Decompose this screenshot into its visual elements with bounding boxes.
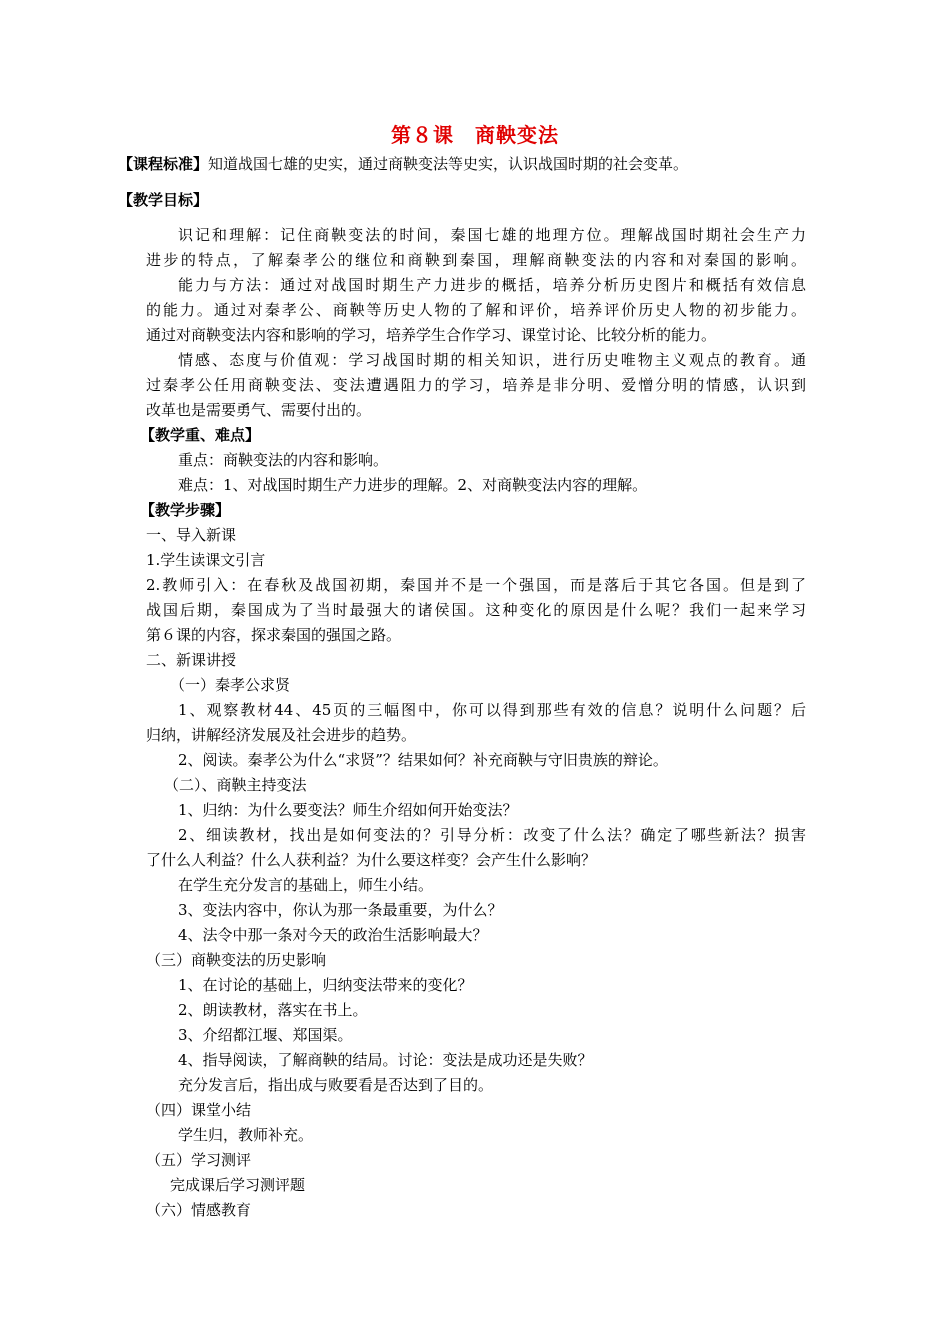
- section-new-lesson: 二、新课讲授: [146, 651, 237, 669]
- part2-item4: 4、法令中那一条对今天的政治生活影响最大？: [178, 926, 488, 944]
- teacher-intro-line1: 2.教师引入：在春秋及战国初期，秦国并不是一个强国，而是落后于其它各国。但是到了: [146, 576, 806, 594]
- course-standard: [118, 152, 688, 177]
- steps-heading: 【教学步骤】: [140, 501, 231, 519]
- teacher-intro-line2: 战国后期，秦国成为了当时最强大的诸侯国。这种变化的原因是什么呢？我们一起来学习: [146, 601, 806, 619]
- part4-item: 学生归，教师补充。: [178, 1126, 314, 1144]
- goal2-line3: 通过对商鞅变法内容和影响的学习，培养学生合作学习、课堂讨论、比较分析的能力。: [146, 326, 717, 344]
- goal1-line1: 识记和理解：记住商鞅变法的时间，秦国七雄的地理方位。理解战国时期社会生产力: [178, 226, 806, 244]
- part5-item: 完成课后学习测评题: [170, 1176, 306, 1194]
- lesson-title: 第８课 商鞅变法: [391, 123, 559, 147]
- part3-item1: 1、在讨论的基础上，归纳变法带来的变化？: [178, 976, 473, 994]
- goal3-line2: 过秦孝公任用商鞅变法、变法遭遇阻力的学习，培养是非分明、爱憎分明的情感，认识到: [146, 376, 806, 394]
- part2-item1: 1、归纳：为什么要变法？师生介绍如何开始变法？: [178, 801, 518, 819]
- part1-item1-line2: 归纳，讲解经济发展及社会进步的趋势。: [146, 726, 417, 744]
- part1-item1-line1: 1、观察教材44、45页的三幅图中，你可以得到那些有效的信息？说明什么问题？后: [178, 701, 806, 719]
- part3-conclusion: 充分发言后，指出成与败要看是否达到了目的。: [178, 1076, 494, 1094]
- part2-item3: 3、变法内容中，你认为那一条最重要，为什么？: [178, 901, 503, 919]
- key-points-heading: 【教学重、难点】: [140, 426, 261, 444]
- goal3-line3: 改革也是需要勇气、需要付出的。: [146, 401, 372, 419]
- step-read-intro: 1.学生读课文引言: [146, 551, 266, 569]
- part5-heading: （五）学习测评: [146, 1151, 252, 1169]
- part3-heading: （三）商鞅变法的历史影响: [146, 951, 327, 969]
- part3-item4: 4、指导阅读，了解商鞅的结局。讨论：变法是成功还是失败？: [178, 1051, 593, 1069]
- part3-item3: 3、介绍都江堰、郑国渠。: [178, 1026, 353, 1044]
- standard-text: 知道战国七雄的史实，通过商鞅变法等史实，认识战国时期的社会变革。: [208, 155, 689, 173]
- part2-item2-line2: 了什么人利益？什么人获利益？为什么要这样变？会产生什么影响？: [146, 851, 597, 869]
- part2-summary: 在学生充分发言的基础上，师生小结。: [178, 876, 434, 894]
- key-point: 重点：商鞅变法的内容和影响。: [178, 451, 389, 469]
- part2-heading: （二）、商鞅主持变法: [164, 776, 307, 794]
- teacher-intro-line3: 第６课的内容，探求秦国的强国之路。: [146, 626, 402, 644]
- part1-heading: （一）秦孝公求贤: [170, 676, 291, 694]
- part6-heading: （六）情感教育: [146, 1201, 252, 1219]
- part4-heading: （四）课堂小结: [146, 1101, 252, 1119]
- standard-label: 【课程标准】: [118, 155, 209, 173]
- goal2-line2: 的能力。通过对秦孝公、商鞅等历史人物的了解和评价，培养评价历史人物的初步能力。: [146, 301, 806, 319]
- goal1-line2: 进步的特点，了解秦孝公的继位和商鞅到秦国，理解商鞅变法的内容和对秦国的影响。: [146, 251, 806, 269]
- goals-heading: 【教学目标】: [118, 191, 209, 209]
- part2-item2-line1: 2、细读教材，找出是如何变法的？引导分析：改变了什么法？确定了哪些新法？损害: [178, 826, 806, 844]
- difficulty-point: 难点：1、对战国时期生产力进步的理解。2、对商鞅变法内容的理解。: [178, 476, 648, 494]
- section-intro: 一、导入新课: [146, 526, 237, 544]
- goal3-line1: 情感、态度与价值观：学习战国时期的相关知识，进行历史唯物主义观点的教育。通: [178, 351, 806, 369]
- part1-item2: 2、阅读。秦孝公为什么“求贤”？结果如何？补充商鞅与守旧贵族的辩论。: [178, 751, 668, 769]
- goal2-line1: 能力与方法：通过对战国时期生产力进步的概括，培养分析历史图片和概括有效信息: [178, 276, 806, 294]
- part3-item2: 2、朗读教材，落实在书上。: [178, 1001, 368, 1019]
